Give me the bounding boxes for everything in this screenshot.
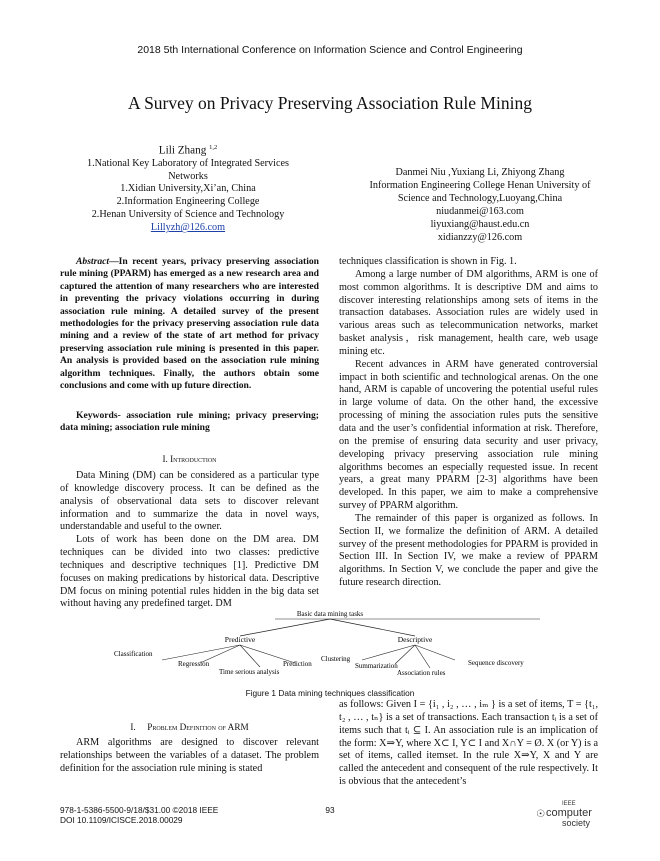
- figure-caption: Figure 1 Data mining techniques classification: [245, 688, 415, 698]
- node-predictive: Predictive: [224, 635, 256, 644]
- node-time-serious-analysis: Time serious analysis: [219, 668, 280, 676]
- node-sequence-discovery: Sequence discovery: [468, 659, 524, 667]
- paragraph: Recent advances in ARM have generated controversial impact in both scientific and technological arenas. On the one hand, ARM is capable of uncovering the potential useful rules in large volume of data. On the other hand, the excessive processing of mining the association rules puts the sensitive data and the user’s confidential information at risk. Therefore, on the premise of ensuring data security and user privacy, developing privacy preserving association rule mining algorithms becomes an especially requested issue. In recent years, a great many PPARM [2-3] algorithms have been developed. In this paper, we aim to make a comprehensive survey of PPARM algorithm.: [339, 358, 598, 512]
- keywords-text: Keywords- association rule mining; privacy preserving; data mining; association rule mining: [60, 410, 319, 434]
- edge: [415, 645, 455, 660]
- node-summarization: Summarization: [355, 662, 398, 670]
- section-title: Problem Definition of ARM: [147, 722, 249, 732]
- author-email-link[interactable]: Lillyzh@126.com: [150, 222, 226, 234]
- footer-doi: DOI 10.1109/ICISCE.2018.00029: [60, 815, 183, 825]
- section-number: I.: [162, 454, 168, 464]
- edge: [162, 645, 240, 660]
- node-classification: Classification: [114, 650, 153, 658]
- right-column-body: [339, 256, 598, 590]
- node-root: Basic data mining tasks: [296, 610, 364, 618]
- paragraph: Among a large number of DM algorithms, ARM is one of most common algorithms. It is descriptive DM and aims to discover interesting relationships among sets of items in the transaction databases. Association rules are widely used in various areas such as telecommunication networks, market basket analysis，risk management, health care, web usage mining etc.: [339, 268, 598, 357]
- section-number: I.: [130, 722, 136, 732]
- node-regression: Regression: [178, 660, 210, 668]
- affiliation-line: 2.Henan University of Science and Technology: [91, 209, 285, 221]
- logo-computer: computer: [546, 807, 592, 819]
- author-email: niudanmei@163.com: [436, 205, 524, 217]
- left-column-body-2: [60, 737, 319, 776]
- paragraph: Data Mining (DM) can be considered as a particular type of knowledge discovery process. It can be defined as the analysis of observational data sets to discover relevant information and to summarize the data in novel ways, understandable and useful to the owner.: [60, 470, 319, 533]
- figure-1-diagram: [100, 607, 560, 679]
- author-names-right: Danmei Niu ,Yuxiang Li, Zhiyong Zhang: [395, 167, 565, 178]
- footer-left: [60, 805, 218, 825]
- affiliation-line: Networks: [168, 170, 208, 182]
- logo-society: society: [562, 818, 591, 828]
- author-email: liyuxiang@haust.edu.cn: [430, 218, 530, 230]
- page-number: 93: [325, 805, 335, 815]
- right-column-body-2: [339, 699, 598, 789]
- paragraph: ARM algorithms are designed to discover relevant relationships between the variables of a dataset. The problem definition for the association rule mining is stated: [60, 737, 319, 774]
- paragraph: as follows: Given I = {i₁ , i₂ , … , iₘ } is a set of items, T = {t₁, t₂ , … , tₙ} is a set of transactions. Each transaction tᵢ is a set of items such that tᵢ ⊆ I. An association rule is an implication of the form: X⇒Y, where X⊂ I, Y⊂ I and X∩Y = Ø. X (or Y) is a set of items, called itemset. In the rule X⇒Y, X and Y are called the antecedent and consequent of the rule respectively. It is obvious that the antecedent’s: [339, 699, 598, 788]
- author-name-left: [38, 142, 338, 158]
- footer-isbn: 978-1-5386-5500-9/18/$31.00 ©2018 IEEE: [60, 805, 219, 815]
- conference-header: 2018 5th International Conference on Information Science and Control Engineering: [137, 44, 523, 56]
- logo-ieee: IEEE: [562, 801, 576, 807]
- author-block-left: [38, 142, 338, 235]
- author-name: Lili Zhang: [158, 144, 207, 157]
- affiliation-line: Science and Technology,Luoyang,China: [397, 192, 563, 204]
- section-heading-introduction: [60, 454, 319, 464]
- affiliation-line: 2.Information Engineering College: [116, 196, 260, 208]
- edge: [240, 619, 330, 636]
- abstract-lead: Abstract: [76, 256, 110, 267]
- paper-title: A Survey on Privacy Preserving Association Rule Mining: [128, 93, 532, 113]
- edge: [415, 645, 430, 668]
- paragraph: Lots of work has been done on the DM area. DM techniques can be divided into two classes: predictive techniques and descriptive techniques [1]. Predictive DM focuses on making predications by historical data. Descriptive DM focus on mining potential rules hidden in the big data set without having any predefined target. DM: [60, 534, 319, 610]
- node-descriptive: Descriptive: [397, 635, 433, 644]
- author-superscript: 1,2: [209, 144, 218, 151]
- author-email: xidianzzy@126.com: [437, 231, 523, 243]
- affiliation-line: 1.National Key Laboratory of Integrated Services: [87, 157, 289, 169]
- node-prediction: Prediction: [283, 660, 312, 668]
- paragraph: techniques classification is shown in Fig. 1.: [339, 256, 517, 267]
- section-heading-problem-definition: [60, 722, 319, 732]
- keywords: [60, 410, 319, 435]
- abstract: [60, 256, 319, 392]
- author-block-right: [330, 167, 630, 244]
- affiliation-line: Information Engineering College Henan University of: [369, 179, 591, 191]
- paragraph: The remainder of this paper is organized as follows. In Section II, we formalize the definition of ARM. A detailed survey of the present methodologies for PPARM is provided in Section III. In Section IV, we make a review of PPARM algorithms. In Section V, we conclude the paper and give the future research direction.: [339, 512, 598, 589]
- node-clustering: Clustering: [321, 655, 351, 663]
- left-column-body: [60, 470, 319, 611]
- ieee-computer-society-logo: [536, 801, 606, 829]
- affiliation-line: 1.Xidian University,Xi’an, China: [120, 183, 256, 195]
- logo-globe-icon: ☉: [536, 809, 545, 820]
- section-title: Introduction: [170, 454, 217, 464]
- edge: [330, 619, 415, 636]
- node-association-rules: Association rules: [397, 669, 446, 677]
- abstract-text: —In recent years, privacy preserving association rule mining (PPARM) has emerged as a new research area and captured the attention of many researchers who are interested in preventing the privacy violations occurring in during association rule mining. A detailed survey of the present methodologies for the privacy preserving association rule data mining and a review of the state of art method for privacy preserving association rule mining is presented in this paper. An analysis is provided based on the association rule mining algorithm techniques. Finally, the authors obtain some conclusions and come with up future direction.: [60, 256, 319, 392]
